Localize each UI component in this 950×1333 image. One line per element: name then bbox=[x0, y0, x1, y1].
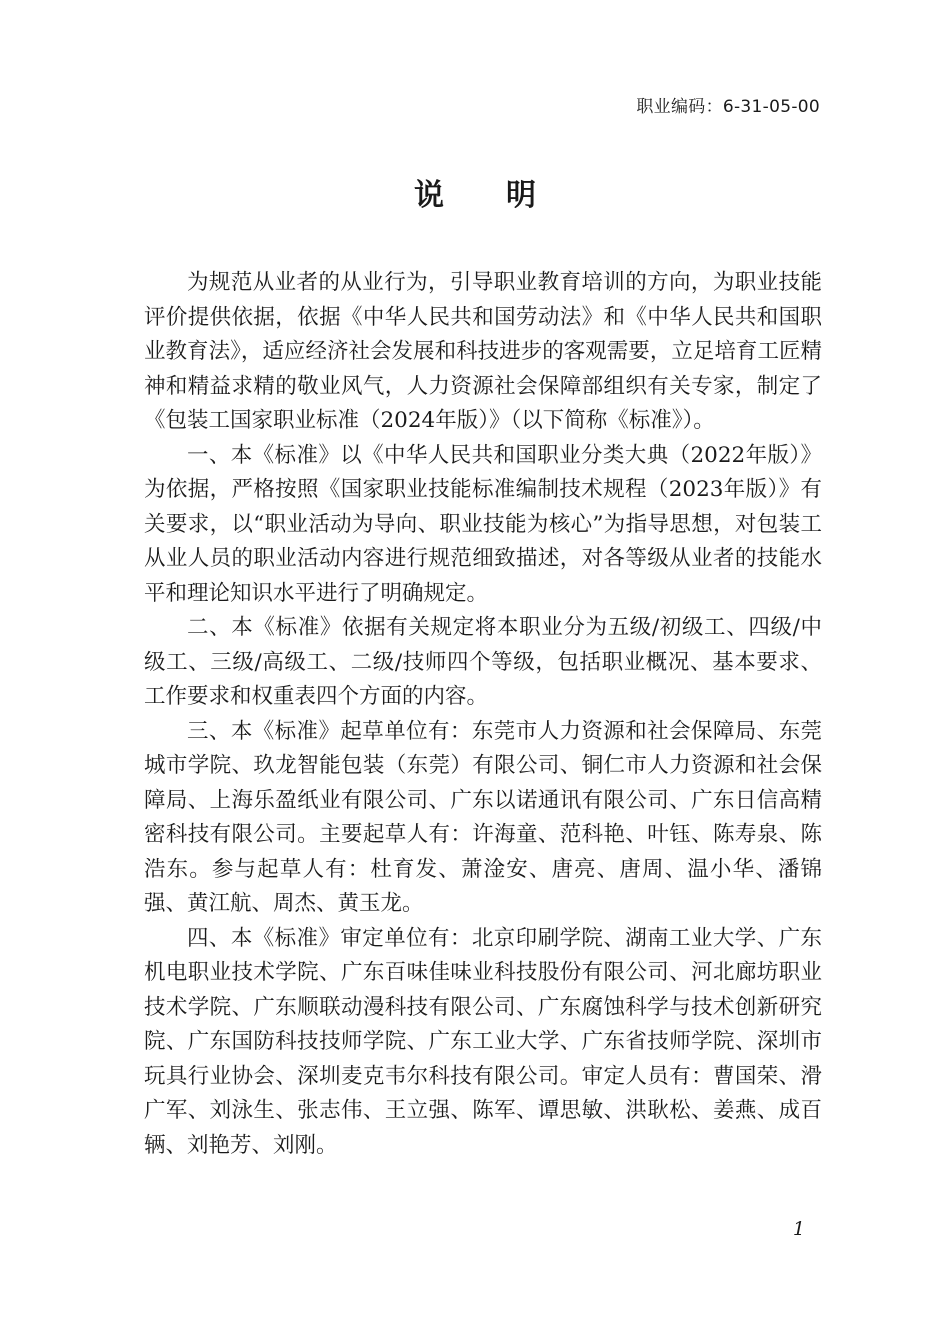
intro-paragraph: 为规范从业者的从业行为，引导职业教育培训的方向，为职业技能评价提供依据，依据《中华人民共和国劳动法》和《中华人民共和国职业教育法》，适应经济社会发展和科技进步的客观需要，立足培育工匠精神和精益求精的敬业风气，人力资源社会保障部组织有关专家，制定了《包装工国家职业标准（2024年版）》（以下简称《标准》）。 bbox=[144, 270, 822, 433]
paragraph-4: 四、本《标准》审定单位有：北京印刷学院、湖南工业大学、广东机电职业技术学院、广东百味佳味业科技股份有限公司、河北廊坊职业技术学院、广东顺联动漫科技有限公司、广东腐蚀科学与技术创新研究院、广东国防科技技师学院、广东工业大学、广东省技师学院、深圳市玩具行业协会、深圳麦克韦尔科技有限公司。审定人员有：曹国荣、滑广军、刘泳生、张志伟、王立强、陈军、谭思敏、洪耿松、姜燕、成百辆、刘艳芳、刘刚。 bbox=[144, 925, 822, 1158]
page-title: 说明 bbox=[414, 178, 598, 213]
paragraph-1: 一、本《标准》以《中华人民共和国职业分类大典（2022年版）》为依据，严格按照《国家职业技能标准编制技术规程（2023年版）》有关要求，以“职业活动为导向、职业技能为核心”为指导思想，对包装工从业人员的职业活动内容进行规范细致描述，对各等级从业者的技能水平和理论知识水平进行了明确规定。 bbox=[144, 442, 822, 606]
page-number: 1 bbox=[792, 1218, 805, 1240]
occupation-code: 职业编码：6-31-05-00 bbox=[636, 97, 820, 117]
paragraph-2: 二、本《标准》依据有关规定将本职业分为五级/初级工、四级/中级工、三级/高级工、二级/技师四个等级，包括职业概况、基本要求、工作要求和权重表四个方面的内容。 bbox=[144, 615, 822, 709]
document-body bbox=[144, 266, 822, 1163]
paragraph-3: 三、本《标准》起草单位有：东莞市人力资源和社会保障局、东莞城市学院、玖龙智能包装（东莞）有限公司、铜仁市人力资源和社会保障局、上海乐盈纸业有限公司、广东以诺通讯有限公司、广东日信高精密科技有限公司。主要起草人有：许海童、范科艳、叶钰、陈寿泉、陈浩东。参与起草人有：杜育发、萧淦安、唐亮、唐周、温小华、潘锦强、黄江航、周杰、黄玉龙。 bbox=[144, 718, 822, 916]
